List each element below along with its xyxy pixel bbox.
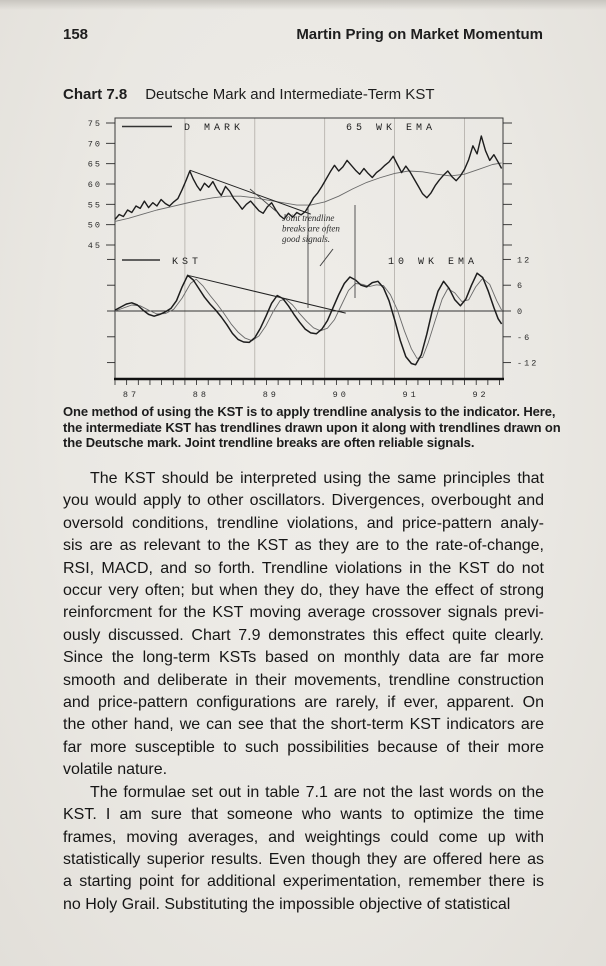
plot-frame xyxy=(115,118,503,379)
page-number: 158 xyxy=(63,26,89,43)
body-line: the other hand, we can see that the short-term KST indicators are xyxy=(63,716,544,734)
price-ylabel: 65 xyxy=(87,159,102,170)
price-legend-label: D MARK xyxy=(184,123,245,134)
x-ticklabel: 89 xyxy=(262,390,279,400)
body-line: volatile nature. xyxy=(63,761,168,779)
body-line: reinforcment for the KST moving average crossover signals previ- xyxy=(63,604,544,622)
body-line: The formulae set out in table 7.1 are not the last words on the xyxy=(90,783,544,801)
x-ticklabel: 92 xyxy=(472,390,489,400)
price-ylabel: 75 xyxy=(87,119,102,129)
caption-line: the Deutsche mark. Joint trendline breaks are often reliable signals. xyxy=(63,435,475,451)
kst-ylabel: -6 xyxy=(517,332,532,343)
figure-caption xyxy=(63,404,563,451)
body-line: no Holy Grail. Substituting the impossible objective of statistical xyxy=(63,895,511,913)
annotation-text-line: good signals. xyxy=(282,234,331,244)
price-ylabel: 70 xyxy=(87,139,102,150)
body-line: occur very often; but when they do, they have the effect of strong xyxy=(63,582,544,600)
body-line: frames, moving averages, and weightings could come up with xyxy=(63,828,544,846)
figure-label: Chart 7.8 xyxy=(63,86,128,103)
price-ylabel: 55 xyxy=(87,200,102,211)
body-line: KST. I am sure that someone who wants to optimize the time xyxy=(63,806,544,824)
body-line: oversold conditions, trendline violations, and price-pattern analy- xyxy=(63,514,544,532)
body-line: Since the long-term KSTs based on monthly data are far more xyxy=(63,649,544,667)
kst-ylabel: -12 xyxy=(517,358,539,369)
x-ticklabel: 88 xyxy=(192,390,210,400)
kst-ylabel: 12 xyxy=(517,255,532,266)
body-line: a starting point for additional experimentation, remember there is xyxy=(63,873,544,891)
body-text xyxy=(63,468,544,916)
price-series-line xyxy=(115,136,502,219)
kst-trendline xyxy=(188,275,346,313)
x-ticklabel: 87 xyxy=(122,390,140,400)
annotation-text-line: breaks are often xyxy=(282,223,340,234)
body-line: The KST should be interpreted using the same principles that xyxy=(90,470,544,487)
x-ticklabel: 91 xyxy=(402,390,419,400)
body-line: smooth and deliberate in their movements, trendline construction xyxy=(63,671,544,689)
body-line: RSI, MACD, and so forth. Trendline violations in the KST do not xyxy=(63,559,544,577)
body-line: you would apply to other oscillators. Divergences, overbought and xyxy=(63,492,544,510)
body-line: ously discussed. Chart 7.9 demonstrates this effect quite clearly. xyxy=(63,626,544,644)
x-ticklabel: 90 xyxy=(332,390,349,400)
caption-line: One method of using the KST is to apply trendline analysis to the indicator. Here, xyxy=(63,404,556,419)
price-ema-legend-label: 65 WK EMA xyxy=(346,123,437,134)
kst-ema-legend-label: 10 WK EMA xyxy=(388,257,479,268)
kst-chart-figure xyxy=(58,108,568,404)
break-slash-mark xyxy=(320,249,333,266)
price-ylabel: 45 xyxy=(87,241,102,251)
annotation-text-line: Joint trendline xyxy=(282,213,335,223)
kst-legend-label: KST xyxy=(172,257,203,268)
running-head: Martin Pring on Market Momentum xyxy=(296,26,543,43)
body-line: far more susceptible to such possibilities because of their more xyxy=(63,738,544,756)
figure-title: Deutsche Mark and Intermediate-Term KST xyxy=(145,86,435,103)
price-trendline xyxy=(190,170,311,214)
kst-ylabel: 0 xyxy=(517,307,525,317)
caption-line: the intermediate KST has trendlines drawn upon it along with trendlines drawn on xyxy=(63,419,561,435)
kst-ylabel: 6 xyxy=(517,281,525,292)
price-ylabel: 60 xyxy=(87,180,102,190)
body-line: statistically superior results. Even though they are offered here as xyxy=(63,850,544,868)
figure-heading xyxy=(63,86,566,103)
page-header xyxy=(63,26,543,43)
price-ylabel: 50 xyxy=(87,220,102,231)
body-line: and price-pattern configurations are rarely, if ever, apparent. On xyxy=(63,694,544,712)
body-line: sis are as relevant to the KST as they are to the rate-of-change, xyxy=(63,537,544,555)
